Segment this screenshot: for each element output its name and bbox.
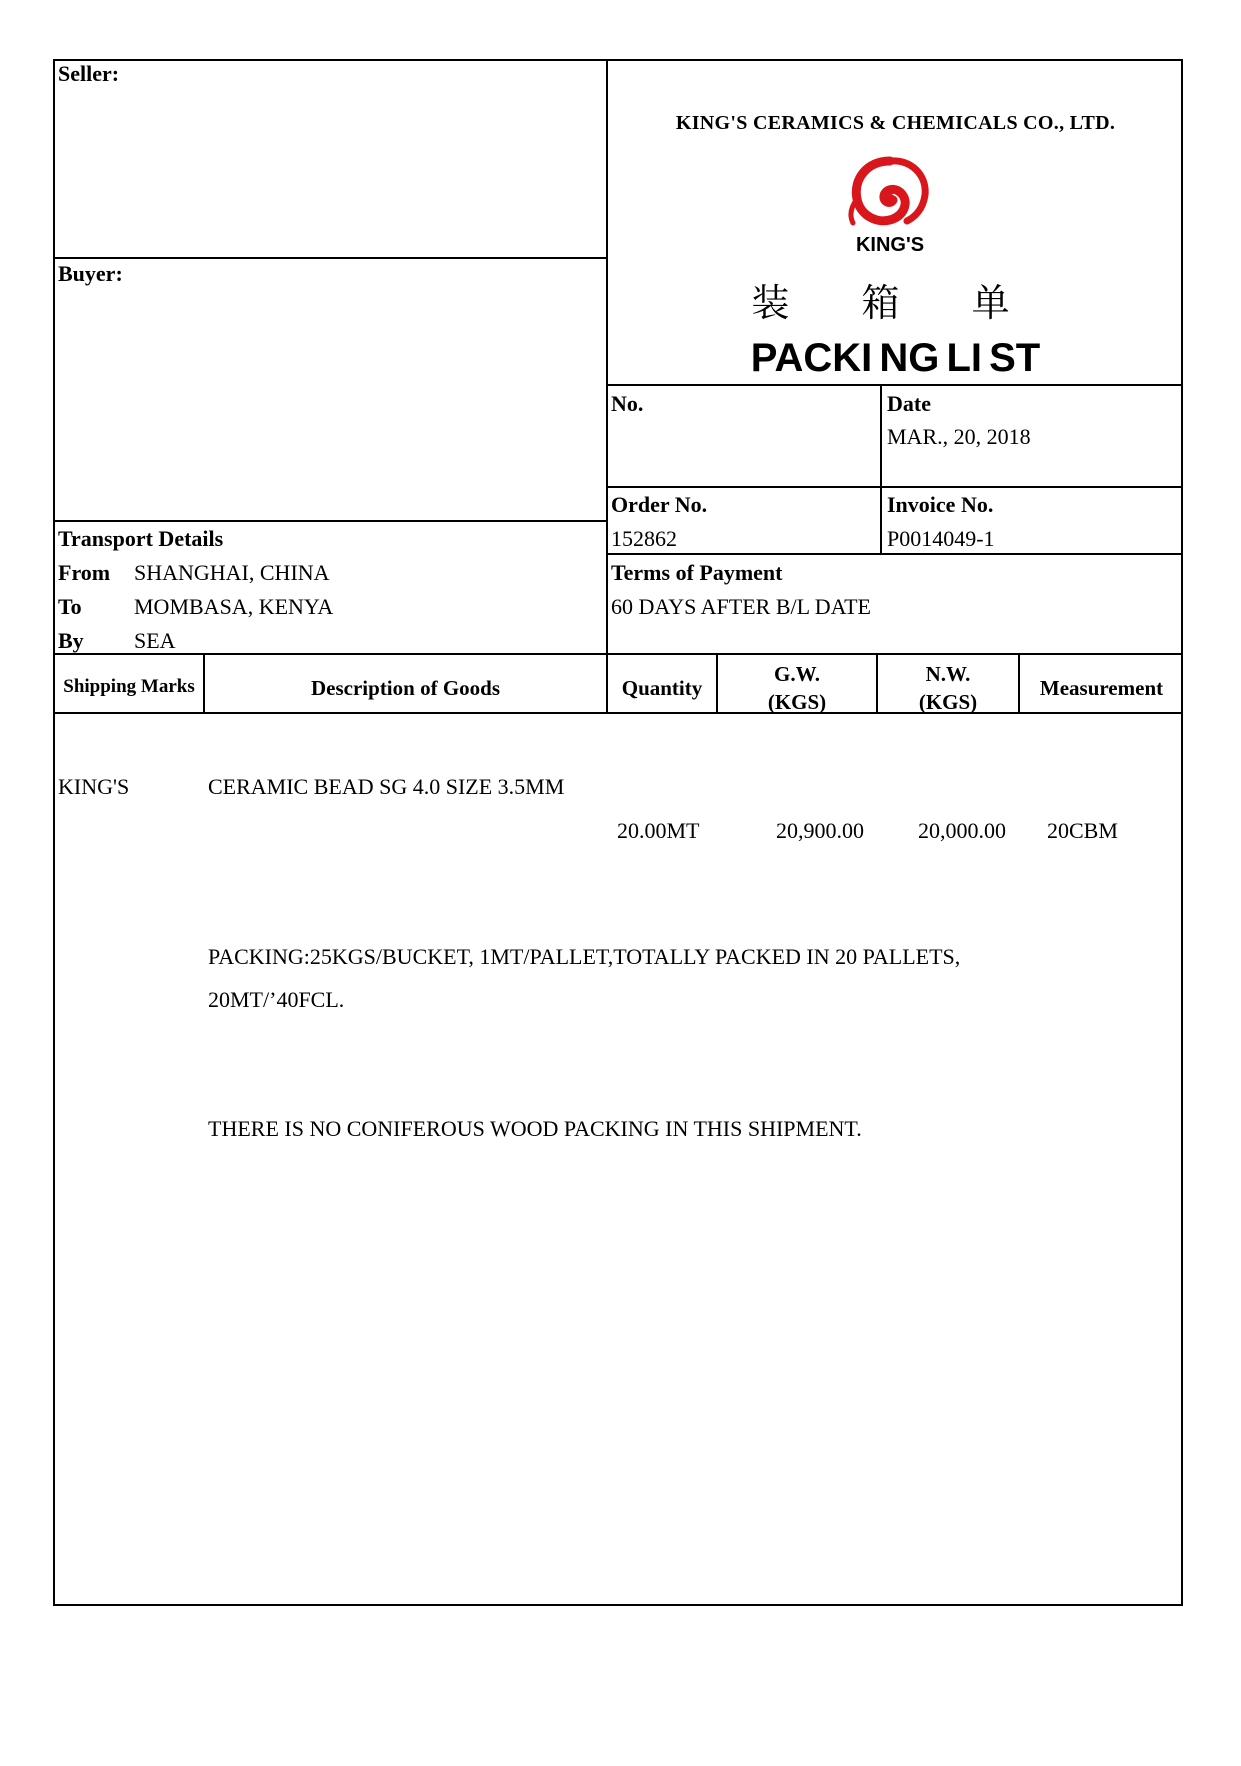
- title-chinese: 装 箱 单: [751, 281, 1040, 325]
- terms-value: 60 DAYS AFTER B/L DATE: [611, 594, 871, 619]
- by-value: SEA: [134, 628, 176, 653]
- row-shipping-marks: KING'S: [58, 774, 130, 799]
- date-label: Date: [887, 391, 931, 416]
- header-description: Description of Goods: [311, 676, 500, 700]
- doc-no-label: No.: [611, 391, 644, 416]
- company-logo: [845, 153, 935, 258]
- row-gross-weight: 20,900.00: [776, 818, 864, 843]
- seller-buyer-divider: [53, 257, 607, 259]
- to-value: MOMBASA, KENYA: [134, 594, 334, 619]
- header-nw-label: N.W.: [925, 662, 971, 686]
- by-label: By: [58, 628, 84, 653]
- wood-packing-note: THERE IS NO CONIFEROUS WOOD PACKING IN THIS SHIPMENT.: [208, 1116, 862, 1141]
- row-quantity: 20.00MT: [617, 818, 700, 843]
- header-shipping-marks: Shipping Marks: [63, 676, 195, 697]
- row-description: CERAMIC BEAD SG 4.0 SIZE 3.5MM: [208, 774, 565, 799]
- date-value: MAR., 20, 2018: [887, 424, 1031, 449]
- to-label: To: [58, 594, 82, 619]
- invoice-no-label: Invoice No.: [887, 492, 994, 517]
- kings-logo-icon: [845, 153, 935, 258]
- header-gw-label: G.W.: [774, 662, 820, 686]
- logo-text: KING'S: [855, 234, 925, 256]
- row-net-weight: 20,000.00: [918, 818, 1006, 843]
- title-english: PACKI NG LI ST: [750, 336, 1041, 380]
- company-name: KING'S CERAMICS & CHEMICALS CO., LTD.: [675, 112, 1116, 134]
- invoice-no-value: P0014049-1: [887, 526, 995, 551]
- header-nw: [878, 660, 1018, 717]
- packing-note-line2: 20MT/’40FCL.: [208, 987, 345, 1012]
- header-gw-unit: (KGS): [767, 690, 827, 715]
- transport-label: Transport Details: [58, 526, 224, 551]
- order-no-value: 152862: [611, 526, 677, 551]
- row-measurement: 20CBM: [1047, 818, 1118, 843]
- order-no-label: Order No.: [611, 492, 708, 517]
- from-label: From: [58, 560, 111, 585]
- header-nw-unit: (KGS): [918, 690, 978, 715]
- seller-label: Seller:: [58, 61, 120, 86]
- no-order-divider: [606, 486, 1183, 488]
- center-divider: [606, 59, 608, 713]
- packing-note-line1: PACKING:25KGS/BUCKET, 1MT/PALLET,TOTALLY PACKED IN 20 PALLETS,: [208, 944, 961, 969]
- no-date-divider: [880, 384, 882, 555]
- header-measurement: Measurement: [1039, 676, 1164, 700]
- order-terms-divider: [606, 553, 1183, 555]
- table-header-top: [53, 653, 1183, 655]
- buyer-transport-divider: [53, 520, 607, 522]
- title-info-divider: [606, 384, 1183, 386]
- header-gw: [718, 660, 876, 717]
- from-value: SHANGHAI, CHINA: [134, 560, 330, 585]
- header-quantity: Quantity: [621, 676, 703, 700]
- buyer-label: Buyer:: [58, 261, 123, 286]
- terms-label: Terms of Payment: [611, 560, 783, 585]
